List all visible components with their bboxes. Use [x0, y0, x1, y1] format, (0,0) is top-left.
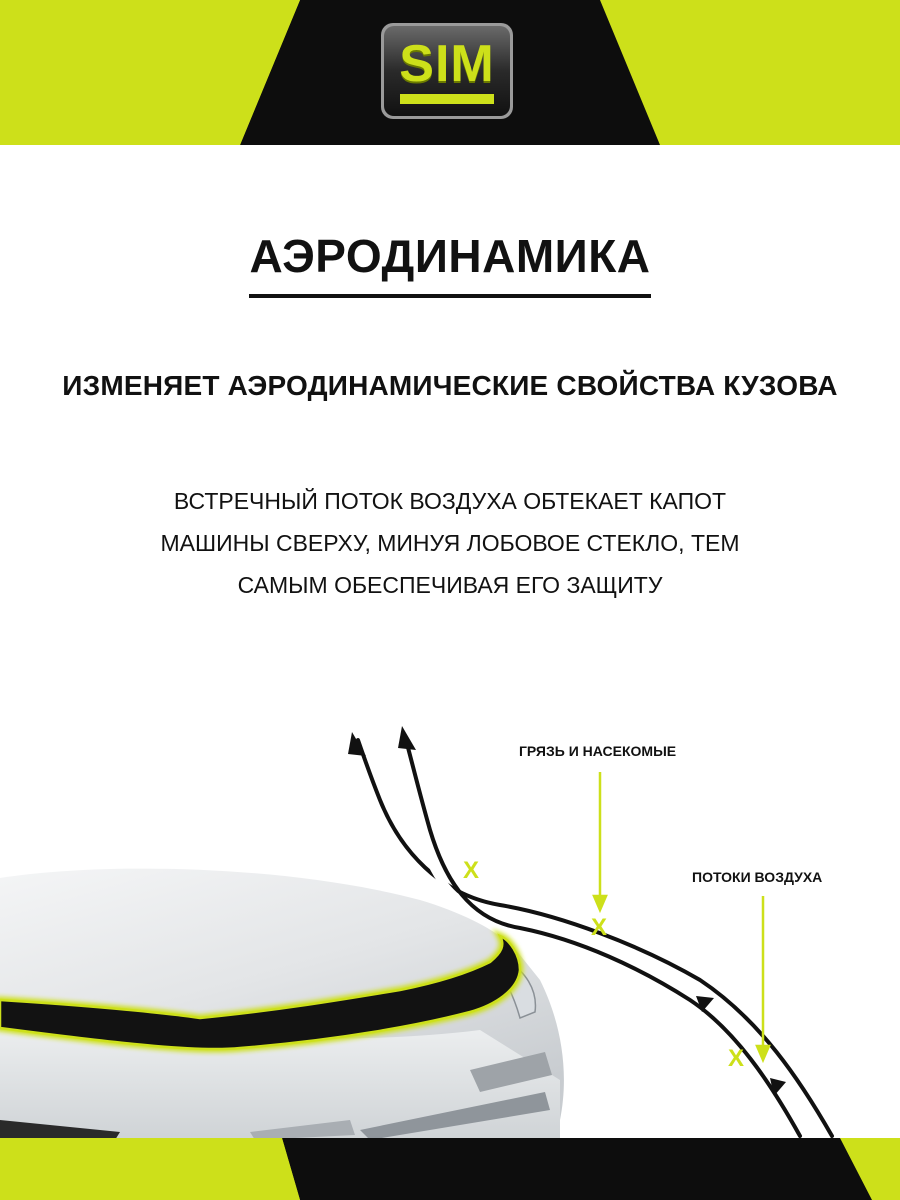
brand-logo	[380, 22, 514, 120]
description-line: ВСТРЕЧНЫЙ ПОТОК ВОЗДУХА ОБТЕКАЕТ КАПОТ	[173, 488, 727, 514]
airflow-diagram	[0, 700, 900, 1140]
callout-dirt-label: ГРЯЗЬ И НАСЕКОМЫЕ	[519, 743, 677, 759]
logo-text: SIM	[399, 35, 495, 93]
svg-text:X: X	[591, 914, 608, 941]
description-line: МАШИНЫ СВЕРХУ, МИНУЯ ЛОБОВОЕ СТЕКЛО, ТЕМ	[160, 530, 740, 556]
svg-text:X: X	[463, 857, 480, 884]
description-line: САМЫМ ОБЕСПЕЧИВАЯ ЕГО ЗАЩИТУ	[237, 572, 663, 598]
subtitle: ИЗМЕНЯЕТ АЭРОДИНАМИЧЕСКИЕ СВОЙСТВА КУЗОВА	[62, 370, 838, 401]
title-underline	[249, 294, 651, 298]
description	[0, 480, 900, 606]
page-title: АЭРОДИНАМИКА	[249, 230, 651, 282]
bottom-band-graphic	[0, 1138, 900, 1200]
callout-air-label: ПОТОКИ ВОЗДУХА	[692, 869, 823, 885]
airflow-illustration	[0, 700, 900, 1140]
bottom-band	[0, 1138, 900, 1200]
svg-text:X: X	[728, 1045, 745, 1072]
